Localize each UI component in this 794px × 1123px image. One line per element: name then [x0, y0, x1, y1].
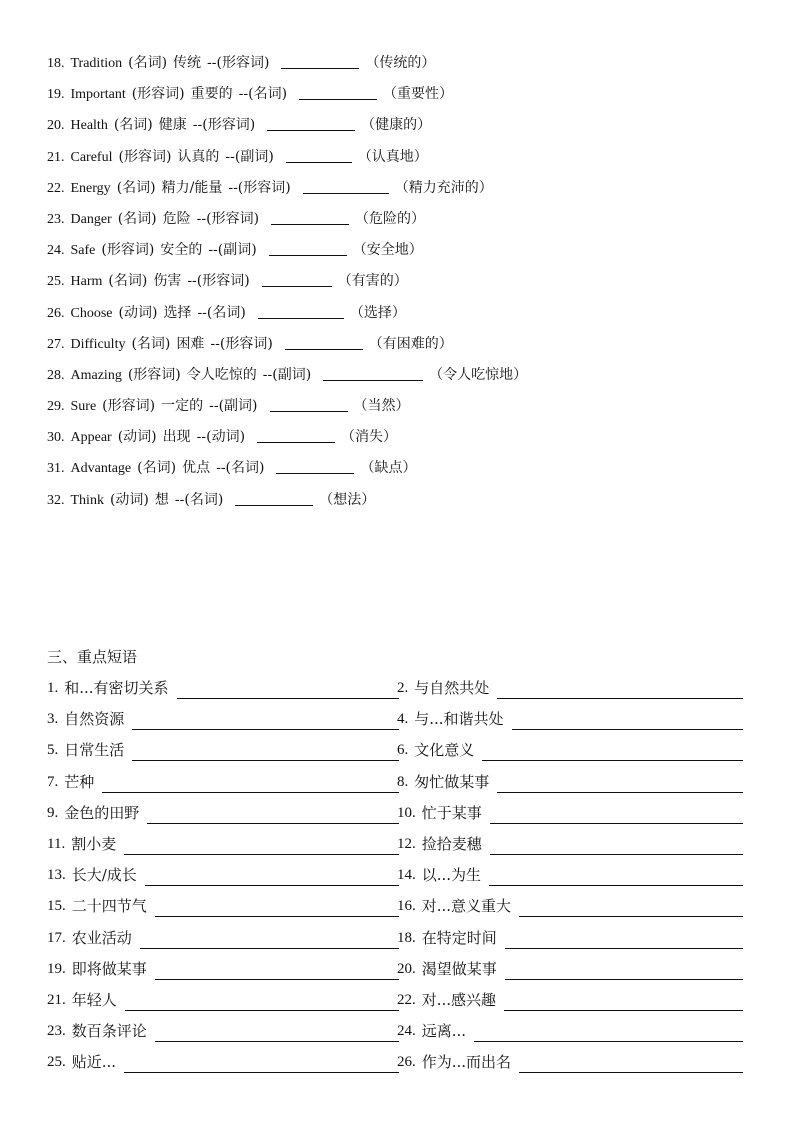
part-of-speech: (动词)	[109, 491, 149, 508]
phrase-number: 10.	[397, 804, 416, 821]
phrase-item	[47, 895, 399, 917]
phrase-number: 14.	[397, 867, 416, 884]
item-number: 30.	[47, 430, 65, 446]
phrase-row	[47, 927, 747, 958]
answer-blank[interactable]	[124, 838, 399, 855]
item-number: 25.	[47, 274, 65, 290]
section-title: 三、重点短语	[47, 648, 138, 666]
phrase-text: 芒种	[64, 772, 95, 791]
phrase-item	[397, 895, 743, 917]
phrase-text: 忙于某事	[421, 803, 482, 822]
answer-hint: （有困难的）	[368, 335, 453, 352]
item-number: 22.	[47, 180, 65, 196]
answer-blank[interactable]	[155, 1025, 399, 1042]
target-form: --(副词)	[262, 366, 312, 383]
phrase-text: 对...感兴趣	[421, 990, 497, 1009]
part-of-speech: (形容词)	[131, 86, 185, 103]
phrase-row	[47, 864, 747, 895]
phrase-number: 9.	[47, 804, 59, 821]
answer-blank[interactable]	[132, 713, 399, 730]
phrase-row	[47, 833, 747, 864]
source-word: Important	[70, 87, 126, 103]
answer-blank[interactable]	[286, 148, 352, 163]
part-of-speech: (名词)	[108, 273, 148, 290]
answer-hint: （危险的）	[355, 210, 426, 227]
answer-blank[interactable]	[155, 900, 399, 917]
answer-blank[interactable]	[497, 776, 743, 793]
phrase-item	[47, 927, 399, 949]
word-form-item	[47, 208, 527, 239]
phrase-text: 年轻人	[71, 990, 117, 1009]
phrase-item	[47, 771, 399, 793]
item-number: 31.	[47, 461, 65, 477]
phrase-item	[47, 802, 399, 824]
phrase-text: 在特定时间	[421, 928, 497, 947]
target-form: --(名词)	[238, 86, 288, 103]
answer-blank[interactable]	[519, 1056, 743, 1073]
phrase-number: 25.	[47, 1054, 66, 1071]
phrase-item	[397, 1020, 743, 1042]
item-number: 23.	[47, 211, 65, 227]
source-word: Think	[70, 492, 104, 508]
chinese-meaning: 健康	[158, 117, 187, 134]
item-number: 21.	[47, 149, 65, 165]
answer-blank[interactable]	[323, 366, 423, 381]
answer-hint: （精力充沛的）	[394, 179, 493, 196]
answer-blank[interactable]	[505, 963, 743, 980]
answer-hint: （安全地）	[352, 242, 423, 259]
part-of-speech: (形容词)	[127, 366, 181, 383]
source-word: Sure	[70, 399, 97, 415]
source-word: Appear	[70, 430, 112, 446]
answer-blank[interactable]	[490, 838, 743, 855]
word-formation-list	[47, 52, 527, 520]
chinese-meaning: 精力/能量	[161, 179, 223, 196]
source-word: Health	[70, 118, 108, 134]
chinese-meaning: 传统	[173, 55, 202, 71]
answer-blank[interactable]	[145, 869, 399, 886]
phrase-row	[47, 958, 747, 989]
phrase-text: 农业活动	[71, 928, 132, 947]
phrase-number: 12.	[397, 835, 416, 852]
phrase-item	[47, 958, 399, 980]
target-form: --(形容词)	[187, 273, 250, 290]
chinese-meaning: 伤害	[153, 273, 182, 290]
phrase-text: 即将做某事	[71, 959, 147, 978]
answer-blank[interactable]	[262, 272, 332, 287]
answer-hint: （重要性）	[383, 86, 454, 103]
phrase-item	[397, 802, 743, 824]
target-form: --(形容词)	[196, 210, 260, 227]
answer-hint: （缺点）	[360, 460, 417, 477]
item-number: 20.	[47, 118, 65, 134]
phrase-number: 6.	[397, 742, 409, 759]
part-of-speech: (名词)	[131, 335, 171, 352]
word-form-item	[47, 333, 527, 364]
target-form: --(形容词)	[210, 335, 273, 352]
phrase-row	[47, 895, 747, 926]
target-form: --(副词)	[208, 242, 257, 259]
answer-blank[interactable]	[519, 900, 743, 917]
phrase-row	[47, 771, 747, 802]
target-form: --(副词)	[209, 398, 258, 415]
phrase-item	[397, 1051, 743, 1073]
answer-blank[interactable]	[490, 807, 743, 824]
word-form-item	[47, 457, 527, 488]
part-of-speech: (形容词)	[102, 398, 156, 415]
answer-blank[interactable]	[155, 963, 399, 980]
item-number: 27.	[47, 336, 65, 352]
target-form: --(名词)	[197, 304, 246, 321]
answer-blank[interactable]	[125, 994, 399, 1011]
phrase-number: 22.	[397, 991, 416, 1008]
word-form-item	[47, 302, 527, 333]
phrase-text: 与...和谐共处	[414, 710, 504, 729]
phrase-row	[47, 708, 747, 739]
answer-blank[interactable]	[177, 682, 399, 699]
phrase-text: 渴望做某事	[421, 959, 497, 978]
answer-blank[interactable]	[257, 428, 335, 443]
phrase-number: 15.	[47, 898, 66, 915]
phrase-number: 11.	[47, 835, 66, 852]
part-of-speech: (名词)	[116, 179, 156, 196]
answer-hint: （健康的）	[361, 117, 432, 134]
phrase-text: 自然资源	[64, 710, 125, 729]
phrase-text: 和...有密切关系	[64, 679, 169, 697]
phrase-text: 割小麦	[71, 834, 117, 853]
answer-blank[interactable]	[102, 776, 399, 793]
phrase-row	[47, 677, 747, 708]
source-word: Careful	[70, 149, 113, 165]
phrase-number: 16.	[397, 898, 416, 915]
phrase-item	[47, 864, 399, 886]
phrase-number: 17.	[47, 929, 66, 946]
word-form-item	[47, 426, 527, 457]
phrase-text: 贴近...	[71, 1053, 117, 1072]
target-form: --(副词)	[225, 148, 274, 165]
phrase-number: 13.	[47, 867, 66, 884]
answer-blank[interactable]	[271, 210, 349, 225]
word-form-item	[47, 83, 527, 114]
phrase-number: 24.	[397, 1023, 416, 1040]
chinese-meaning: 认真的	[177, 148, 220, 165]
phrase-number: 7.	[47, 773, 59, 790]
phrase-number: 23.	[47, 1023, 66, 1040]
answer-blank[interactable]	[281, 54, 359, 69]
phrase-text: 作为...而出名	[421, 1053, 512, 1072]
part-of-speech: (动词)	[117, 429, 157, 446]
item-number: 24.	[47, 243, 65, 259]
answer-blank[interactable]	[147, 807, 399, 824]
chinese-meaning: 重要的	[190, 86, 233, 103]
phrase-text: 匆忙做某事	[414, 772, 490, 791]
answer-blank[interactable]	[132, 744, 399, 761]
part-of-speech: (名词)	[117, 210, 157, 227]
answer-hint: （当然）	[353, 398, 410, 415]
phrase-text: 日常生活	[64, 741, 125, 760]
target-form: --(名词)	[174, 491, 224, 508]
source-word: Difficulty	[70, 336, 126, 352]
phrase-item	[397, 864, 743, 886]
chinese-meaning: 安全的	[160, 242, 203, 259]
phrase-text: 捡拾麦穗	[421, 834, 482, 853]
phrase-item	[397, 927, 743, 949]
source-word: Choose	[70, 305, 113, 321]
phrase-row	[47, 1051, 747, 1082]
answer-blank[interactable]	[497, 682, 743, 699]
phrase-number: 19.	[47, 960, 66, 977]
chinese-meaning: 出现	[162, 429, 191, 446]
item-number: 32.	[47, 492, 65, 508]
source-word: Danger	[70, 211, 112, 227]
item-number: 26.	[47, 305, 65, 321]
phrase-item	[47, 708, 399, 730]
phrase-item	[397, 989, 743, 1011]
phrase-text: 数百条评论	[71, 1022, 147, 1041]
item-number: 18.	[47, 56, 65, 71]
answer-blank[interactable]	[504, 994, 743, 1011]
word-form-item	[47, 114, 527, 145]
phrase-text: 对...意义重大	[421, 897, 512, 916]
word-form-item	[47, 270, 527, 301]
target-form: --(形容词)	[192, 117, 256, 134]
answer-blank[interactable]	[505, 932, 743, 949]
phrase-item	[397, 677, 743, 699]
phrase-text: 与自然共处	[414, 679, 490, 697]
part-of-speech: (形容词)	[101, 242, 155, 259]
target-form: --(名词)	[216, 460, 265, 477]
item-number: 29.	[47, 399, 65, 415]
answer-hint: （想法）	[319, 491, 376, 508]
phrase-item	[47, 833, 399, 855]
phrase-number: 1.	[47, 680, 59, 696]
part-of-speech: (名词)	[113, 117, 153, 134]
answer-hint: （令人吃惊地）	[429, 366, 528, 383]
phrase-number: 5.	[47, 742, 59, 759]
answer-blank[interactable]	[270, 397, 348, 412]
answer-blank[interactable]	[474, 1025, 743, 1042]
item-number: 19.	[47, 87, 65, 103]
answer-blank[interactable]	[140, 932, 399, 949]
word-form-item	[47, 239, 527, 270]
source-word: Safe	[70, 243, 96, 259]
answer-blank[interactable]	[258, 304, 344, 319]
phrase-row	[47, 802, 747, 833]
target-form: --(形容词)	[207, 55, 270, 71]
phrase-item	[47, 1051, 399, 1073]
answer-blank[interactable]	[285, 335, 363, 350]
phrase-item	[397, 771, 743, 793]
phrase-number: 4.	[397, 711, 409, 728]
target-form: --(形容词)	[228, 179, 291, 196]
answer-blank[interactable]	[124, 1056, 399, 1073]
part-of-speech: (名词)	[128, 55, 168, 71]
source-word: Tradition	[70, 56, 123, 71]
answer-blank[interactable]	[482, 744, 743, 761]
phrase-text: 远离...	[421, 1022, 467, 1041]
answer-blank[interactable]	[267, 116, 355, 131]
phrase-number: 2.	[397, 680, 409, 696]
key-phrases-list	[47, 677, 747, 1082]
answer-blank[interactable]	[512, 713, 743, 730]
answer-hint: （有害的）	[337, 273, 408, 290]
phrase-row	[47, 1020, 747, 1051]
chinese-meaning: 令人吃惊的	[186, 366, 257, 383]
answer-hint: （消失）	[341, 429, 398, 446]
phrase-item	[47, 677, 399, 699]
source-word: Amazing	[70, 367, 122, 383]
phrase-item	[397, 739, 743, 761]
word-form-item	[47, 52, 527, 83]
chinese-meaning: 困难	[176, 335, 205, 352]
chinese-meaning: 选择	[163, 304, 192, 321]
phrase-text: 长大/成长	[71, 866, 137, 885]
answer-blank[interactable]	[489, 869, 743, 886]
phrase-row	[47, 989, 747, 1020]
part-of-speech: (形容词)	[118, 148, 172, 165]
word-form-item	[47, 146, 527, 177]
phrase-item	[397, 833, 743, 855]
part-of-speech: (动词)	[118, 304, 158, 321]
answer-blank[interactable]	[269, 241, 347, 256]
phrase-text: 以...为生	[421, 866, 482, 885]
phrase-item	[397, 958, 743, 980]
item-number: 28.	[47, 367, 65, 383]
answer-blank[interactable]	[235, 491, 313, 506]
word-form-item	[47, 489, 527, 520]
chinese-meaning: 优点	[182, 460, 211, 477]
chinese-meaning: 一定的	[161, 398, 204, 415]
phrase-item	[397, 708, 743, 730]
phrase-row	[47, 739, 747, 770]
phrase-number: 20.	[397, 960, 416, 977]
answer-hint: （传统的）	[365, 55, 436, 71]
word-form-item	[47, 395, 527, 426]
source-word: Energy	[70, 180, 111, 196]
phrase-number: 8.	[397, 773, 409, 790]
answer-blank[interactable]	[276, 459, 354, 474]
phrase-text: 二十四节气	[71, 897, 147, 916]
chinese-meaning: 危险	[162, 210, 191, 227]
answer-blank[interactable]	[299, 85, 377, 100]
part-of-speech: (名词)	[137, 460, 177, 477]
phrase-item	[47, 989, 399, 1011]
phrase-text: 金色的田野	[64, 803, 140, 822]
answer-hint: （认真地）	[357, 148, 428, 165]
word-form-item	[47, 364, 527, 395]
source-word: Advantage	[70, 461, 132, 477]
phrase-number: 26.	[397, 1054, 416, 1071]
source-word: Harm	[70, 274, 103, 290]
phrase-item	[47, 1020, 399, 1042]
word-form-item	[47, 177, 527, 208]
phrase-number: 3.	[47, 711, 59, 728]
phrase-number: 18.	[397, 929, 416, 946]
target-form: --(动词)	[196, 429, 246, 446]
chinese-meaning: 想	[154, 491, 169, 508]
answer-hint: （选择）	[349, 304, 406, 321]
answer-blank[interactable]	[303, 179, 389, 194]
phrase-text: 文化意义	[414, 741, 475, 760]
phrase-item	[47, 739, 399, 761]
phrase-number: 21.	[47, 991, 66, 1008]
